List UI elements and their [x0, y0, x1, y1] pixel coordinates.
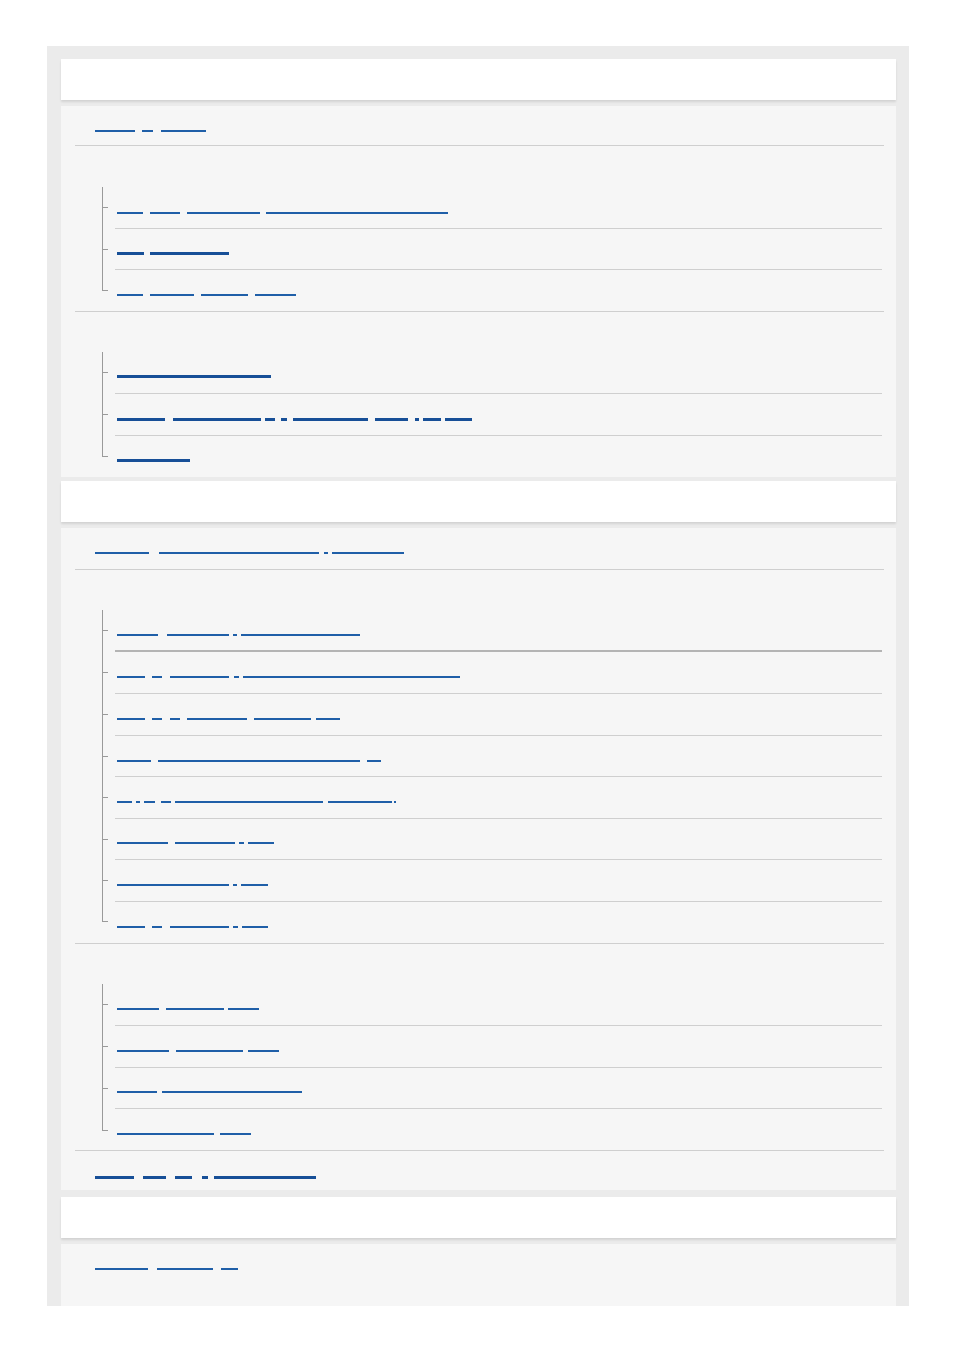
list-divider [115, 1067, 882, 1068]
section-2-header [61, 481, 896, 522]
tree-tick [102, 1046, 108, 1047]
list-divider [115, 735, 882, 736]
list-divider [115, 435, 882, 436]
list-item-link[interactable] [117, 1091, 302, 1093]
tree-tick [102, 880, 108, 881]
list-divider [115, 901, 882, 902]
section-1-panel [61, 106, 896, 477]
section-2-top-link[interactable] [95, 552, 404, 554]
section-1-divider [75, 145, 884, 146]
tree-tick [102, 414, 108, 415]
list-divider [115, 269, 882, 270]
tree-line [102, 984, 103, 1130]
list-divider [115, 1108, 882, 1109]
section-2-divider [75, 943, 884, 944]
tree-tick [102, 1004, 108, 1005]
list-item-link[interactable] [117, 884, 268, 886]
tree-line [102, 187, 103, 290]
section-3-top-link[interactable] [95, 1268, 238, 1270]
list-divider [115, 776, 882, 777]
list-item-link[interactable] [117, 1008, 259, 1010]
tree-tick [102, 921, 108, 922]
tree-tick [102, 756, 108, 757]
list-item-link[interactable] [117, 212, 448, 214]
tree-tick [102, 797, 108, 798]
tree-tick [102, 207, 108, 208]
tree-tick [102, 456, 108, 457]
list-item-link[interactable] [117, 375, 271, 377]
tree-tick [102, 249, 108, 250]
section-3-header [61, 1197, 896, 1238]
list-divider [115, 818, 882, 819]
section-2-divider [75, 569, 884, 570]
list-divider [115, 1025, 882, 1026]
tree-tick [102, 372, 108, 373]
list-item-link[interactable] [117, 801, 396, 803]
section-2-divider [75, 1150, 884, 1151]
tree-tick [102, 672, 108, 673]
list-item-link[interactable] [117, 676, 460, 678]
tree-tick [102, 1130, 108, 1131]
list-item-link[interactable] [117, 842, 274, 844]
section-3-panel [61, 1244, 896, 1306]
section-1-header [61, 59, 896, 100]
list-item-link[interactable] [117, 1133, 251, 1135]
list-item-link[interactable] [117, 418, 472, 420]
section-1-divider [75, 311, 884, 312]
tree-line [102, 610, 103, 921]
list-item-link[interactable] [117, 718, 340, 720]
list-item-link[interactable] [117, 294, 296, 296]
tree-line [102, 352, 103, 456]
section-1-top-link[interactable] [95, 130, 206, 132]
list-divider [115, 859, 882, 860]
tree-tick [102, 630, 108, 631]
list-divider [115, 228, 882, 229]
list-divider [115, 650, 882, 652]
list-item-link[interactable] [117, 760, 381, 762]
list-divider [115, 393, 882, 394]
tree-tick [102, 714, 108, 715]
tree-tick [102, 1088, 108, 1089]
section-2-bottom-link[interactable] [95, 1176, 316, 1178]
list-item-link[interactable] [117, 1050, 279, 1052]
list-divider [115, 693, 882, 694]
list-item-link[interactable] [117, 634, 360, 636]
tree-tick [102, 839, 108, 840]
list-item-link[interactable] [117, 459, 190, 461]
list-item-link[interactable] [117, 926, 268, 928]
tree-tick [102, 290, 108, 291]
list-item-link-active[interactable] [117, 252, 229, 254]
